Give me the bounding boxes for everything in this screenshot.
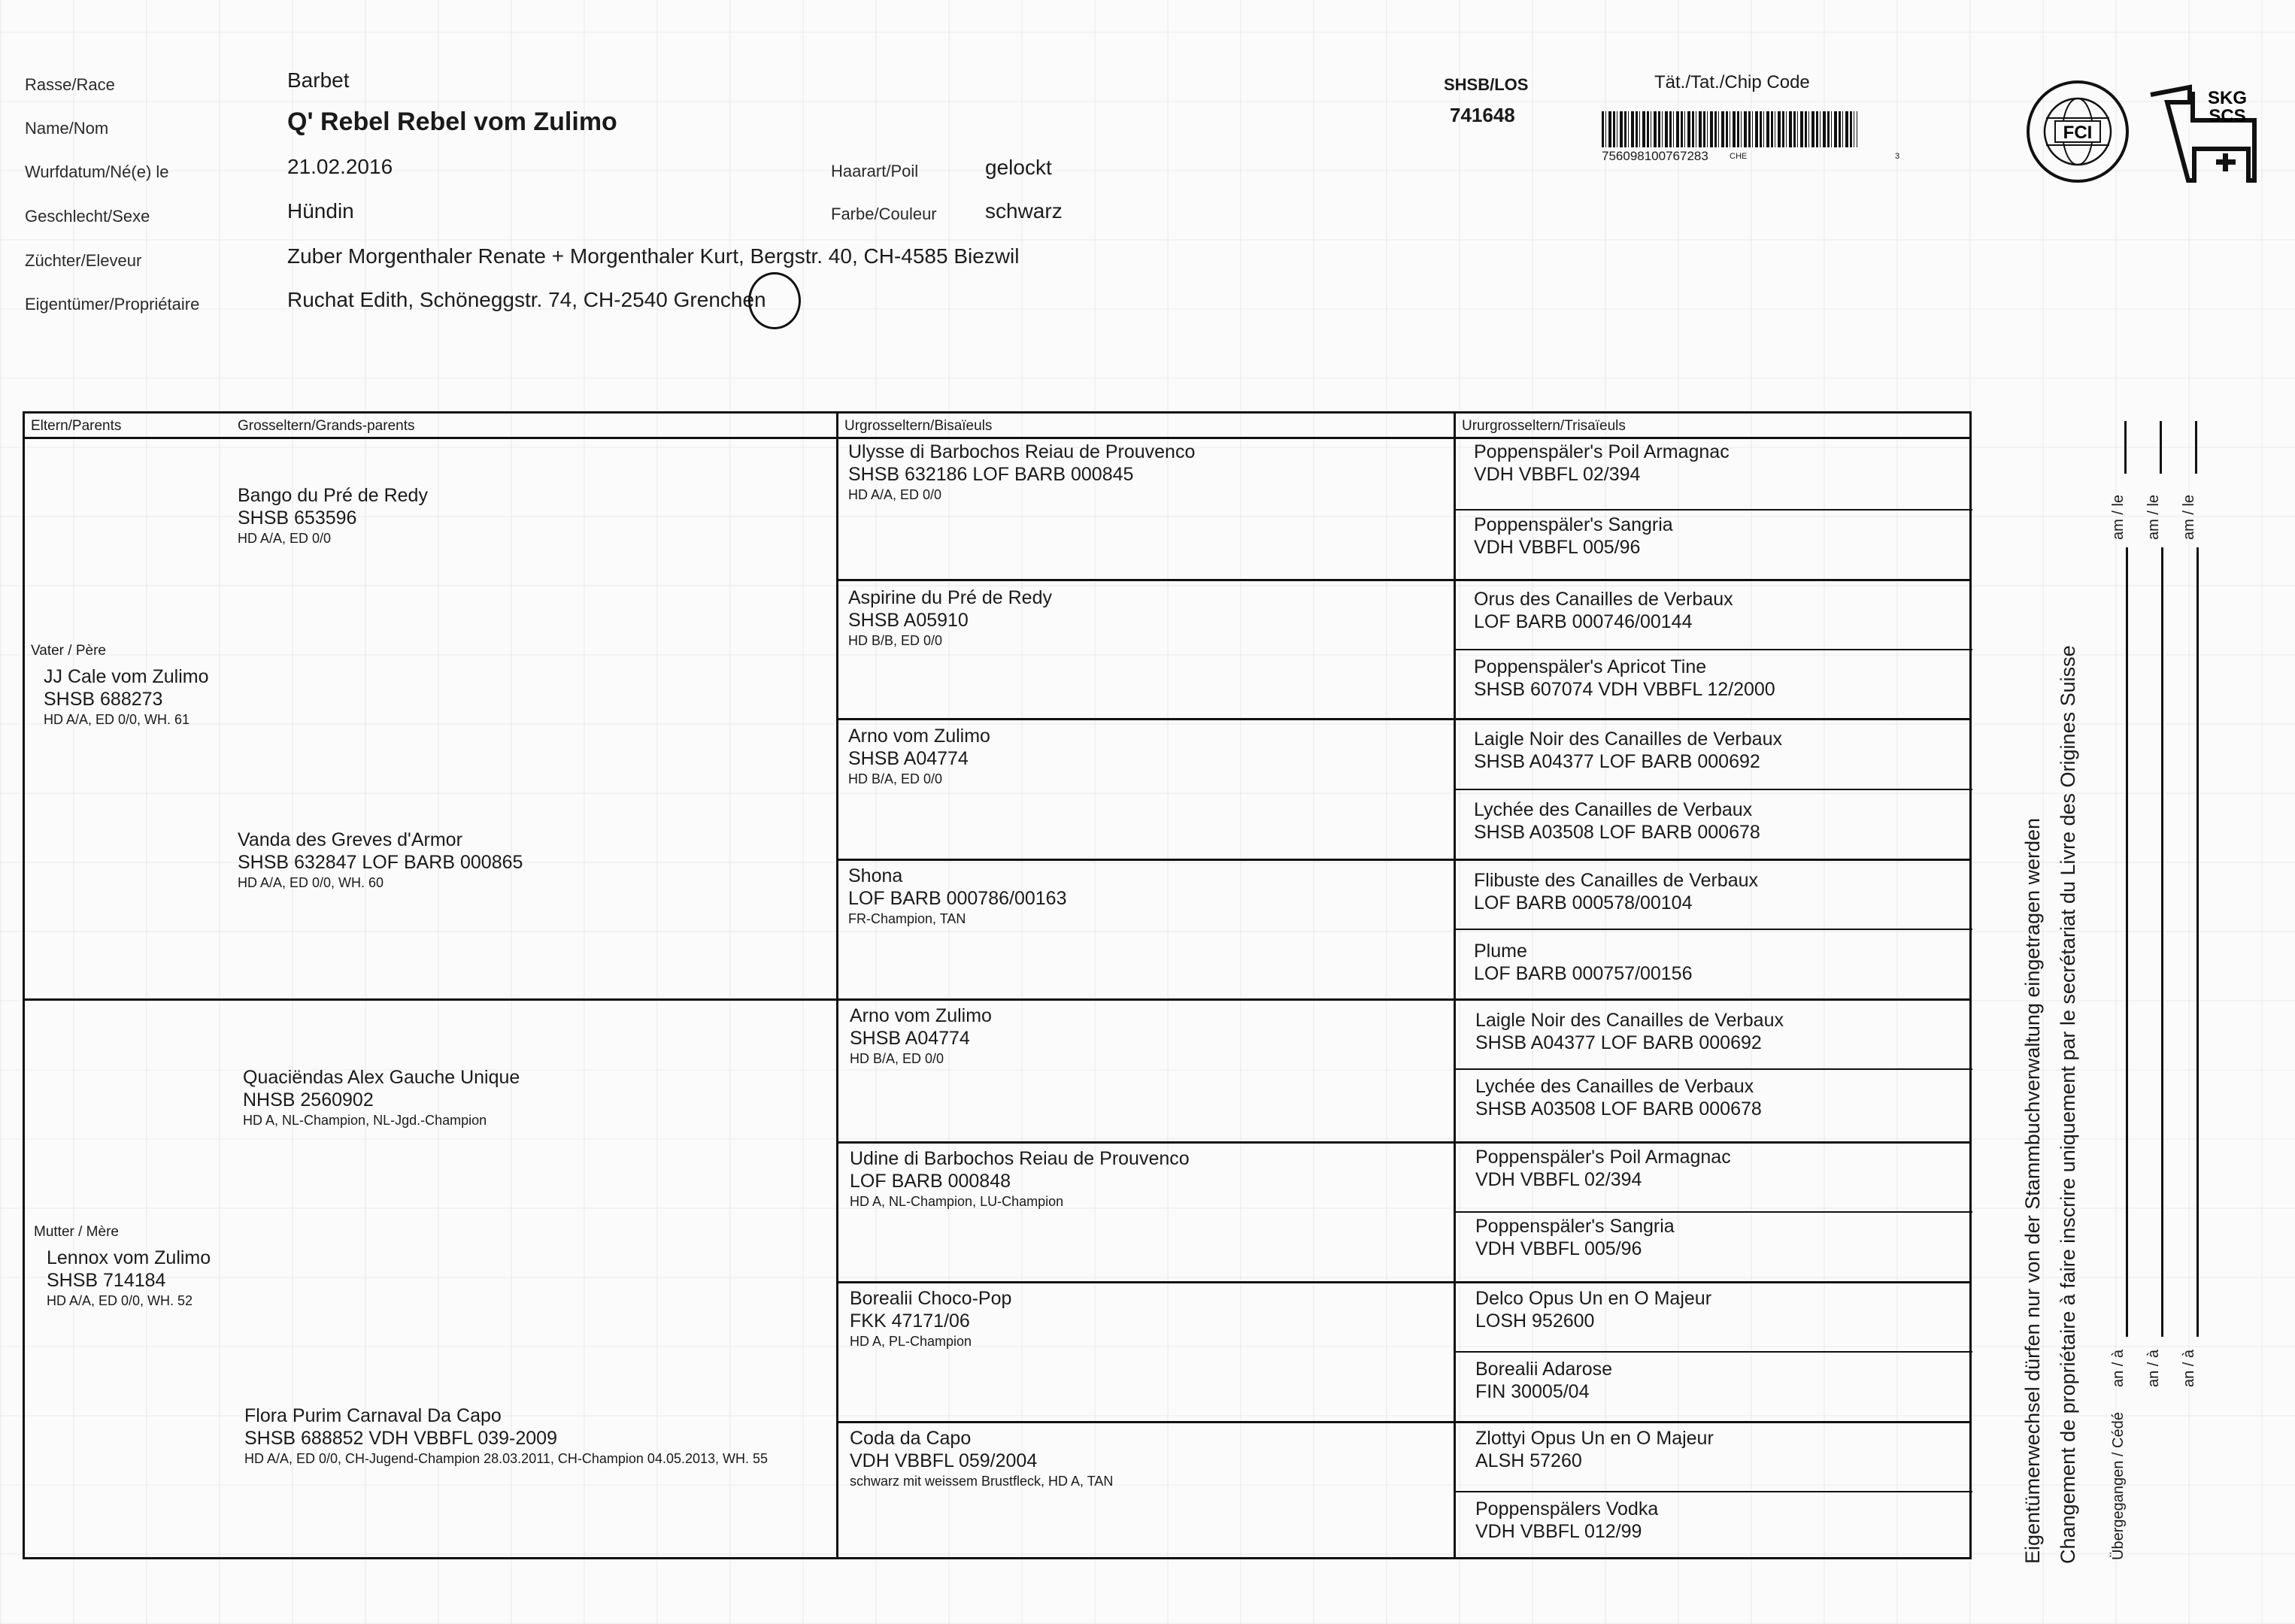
sire-name: JJ Cale vom Zulimo [44, 666, 209, 687]
shsb-stamp [748, 272, 801, 329]
ggg-reg: LOSH 952600 [1475, 1310, 1595, 1332]
barcode-count: 3 [1895, 152, 1900, 161]
registry-number: 741648 [1450, 104, 1515, 126]
ggg-name: Poppenspälers Vodka [1475, 1498, 1659, 1519]
date-line-2[interactable] [2160, 421, 2162, 474]
gg-reg: VDH VBBFL 059/2004 [850, 1450, 1038, 1471]
breed-value: Barbet [287, 68, 350, 92]
barcode-number: 756098100767283 [1602, 149, 1708, 163]
dam-cell [34, 1224, 211, 1310]
great-grandparent-cell [848, 586, 1052, 650]
ggg-cell [1475, 1075, 1762, 1120]
sire-details: HD A/A, ED 0/0, WH. 61 [44, 712, 190, 727]
ggg-name: Poppenspäler's Poil Armagnac [1475, 1147, 1731, 1168]
divider [836, 414, 838, 1557]
gg-reg: FKK 47171/06 [850, 1310, 970, 1332]
transfer-line-1[interactable] [2126, 547, 2128, 1337]
transfer-line-2[interactable] [2161, 547, 2163, 1337]
divider [836, 1421, 1972, 1423]
ownership-notice-de: Eigentümerwechsel dürfen nur von der Stammbuchverwaltung eingetragen werden [2021, 817, 2044, 1564]
ggg-cell [1474, 869, 1758, 914]
ggg-cell [1474, 940, 1692, 985]
sire-reg: SHSB 688273 [44, 689, 163, 710]
ggg-name: Poppenspäler's Sangria [1474, 514, 1673, 535]
registry-label: SHSB/LOS [1444, 75, 1529, 94]
dam-reg: SHSB 714184 [47, 1270, 166, 1291]
grandparent-details: HD A, NL-Champion, NL-Jgd.-Champion [243, 1113, 487, 1128]
ggg-cell [1474, 798, 1760, 844]
gg-name: Shona [848, 865, 903, 886]
divider [1454, 649, 1972, 650]
dam-details: HD A/A, ED 0/0, WH. 52 [47, 1293, 193, 1308]
ggg-cell [1475, 1358, 1612, 1403]
ggg-name: Poppenspäler's Sangria [1475, 1216, 1675, 1237]
header-grandparents: Grosseltern/Grands-parents [238, 418, 415, 434]
divider [1454, 1491, 1972, 1492]
dam-name: Lennox vom Zulimo [47, 1247, 211, 1268]
ggg-reg: SHSB A03508 LOF BARB 000678 [1475, 1098, 1762, 1120]
sire-cell [31, 643, 209, 729]
coat-value: gelockt [985, 156, 1052, 179]
divider [1454, 789, 1972, 790]
gg-reg: LOF BARB 000848 [850, 1171, 1011, 1192]
grandparent-name: Quaciëndas Alex Gauche Unique [243, 1067, 520, 1088]
scs-text: SCS [2209, 106, 2246, 126]
gg-name: Borealii Choco-Pop [850, 1288, 1012, 1309]
ggg-reg: LOF BARB 000757/00156 [1474, 963, 1693, 984]
ggg-cell [1475, 1498, 1658, 1543]
dog-name: Q' Rebel Rebel vom Zulimo [287, 108, 617, 136]
grandparent-cell [238, 484, 428, 547]
header-parents: Eltern/Parents [31, 418, 122, 434]
divider [836, 1141, 1972, 1144]
gg-details: HD B/A, ED 0/0 [850, 1051, 944, 1066]
header-great-grandparents: Urgrosseltern/Bisaïeuls [838, 414, 1454, 439]
grandparent-name: Flora Purim Carnaval Da Capo [244, 1405, 502, 1426]
sire-role: Vater / Père [31, 643, 106, 659]
gg-details: HD A, PL-Champion [850, 1334, 972, 1349]
ggg-cell [1474, 656, 1775, 701]
breed-label: Rasse/Race [25, 75, 115, 94]
breeder-value: Zuber Morgenthaler Renate + Morgenthaler Kurt, Bergstr. 40, CH-4585 Biezwil [287, 244, 1020, 268]
grandparent-details: HD A/A, ED 0/0, CH-Jugend-Champion 28.03.2011, CH-Champion 04.05.2013, WH. 55 [244, 1451, 769, 1466]
chip-code-label: Tät./Tat./Chip Code [1654, 72, 1810, 92]
ggg-reg: LOF BARB 000746/00144 [1474, 611, 1693, 632]
grandparent-details: HD A/A, ED 0/0, WH. 60 [238, 875, 384, 890]
ggg-cell [1474, 514, 1673, 559]
gg-details: HD B/A, ED 0/0 [848, 771, 943, 786]
gg-details: HD B/B, ED 0/0 [848, 633, 943, 648]
on-label-3: am / le [2181, 494, 2197, 540]
grandparent-reg: NHSB 2560902 [243, 1089, 374, 1110]
ggg-reg: SHSB A03508 LOF BARB 000678 [1474, 822, 1760, 843]
color-value: schwarz [985, 199, 1063, 223]
to-label-1: an / à [2110, 1349, 2127, 1387]
ownership-notice-fr: Changement de propriétaire à faire inscrire uniquement par le secrétariat du Livre des Origines Suisse [2057, 645, 2079, 1564]
great-grandparent-cell [850, 1004, 992, 1068]
ggg-reg: VDH VBBFL 012/99 [1475, 1521, 1642, 1542]
divider [1454, 1068, 1972, 1070]
divider [25, 998, 1969, 1001]
header-great-great-grandparents: Ururgrosseltern/Trisaïeuls [1456, 414, 1969, 439]
divider [1454, 1211, 1972, 1213]
divider [1454, 1351, 1972, 1353]
gg-name: Ulysse di Barbochos Reiau de Prouvenco [848, 441, 1196, 462]
divider [1454, 509, 1972, 511]
ggg-name: Delco Opus Un en O Majeur [1475, 1288, 1712, 1309]
great-grandparent-cell [848, 441, 1195, 504]
grandparent-cell [244, 1404, 823, 1468]
skg-text: SKG [2207, 88, 2248, 108]
gg-details: FR-Champion, TAN [848, 911, 966, 926]
on-label-2: am / le [2145, 494, 2162, 540]
ggg-name: Orus des Canailles de Verbaux [1474, 589, 1733, 610]
ggg-name: Laigle Noir des Canailles de Verbaux [1474, 729, 1782, 750]
ggg-reg: SHSB A04377 LOF BARB 000692 [1475, 1032, 1762, 1053]
header-parents-grandparents [25, 414, 836, 439]
ggg-cell [1475, 1215, 1675, 1260]
divider [1454, 929, 1972, 930]
ggg-cell [1475, 1146, 1731, 1191]
gg-name: Udine di Barbochos Reiau de Prouvenco [850, 1148, 1190, 1169]
ggg-cell [1475, 1427, 1714, 1472]
gg-details: schwarz mit weissem Brustfleck, HD A, TAN [850, 1474, 1114, 1489]
ggg-cell [1475, 1009, 1784, 1054]
owner-value: Ruchat Edith, Schöneggstr. 74, CH-2540 Grenchen [287, 288, 766, 311]
grandparent-name: Bango du Pré de Redy [238, 485, 428, 506]
barcode-country: CHE [1730, 152, 1748, 161]
ggg-name: Laigle Noir des Canailles de Verbaux [1475, 1010, 1784, 1031]
color-label: Farbe/Couleur [831, 205, 937, 223]
ggg-reg: FIN 30005/04 [1475, 1381, 1590, 1402]
great-grandparent-cell [850, 1287, 1011, 1350]
date-line-3[interactable] [2195, 421, 2197, 474]
great-grandparent-cell [850, 1427, 1113, 1490]
divider [836, 579, 1972, 581]
on-label-1: am / le [2110, 494, 2127, 540]
gg-name: Arno vom Zulimo [850, 1005, 992, 1026]
ggg-name: Poppenspäler's Poil Armagnac [1474, 441, 1730, 462]
birthdate-value: 21.02.2016 [287, 155, 393, 178]
to-label-3: an / à [2181, 1349, 2197, 1387]
grandparent-reg: SHSB 653596 [238, 508, 357, 529]
divider [836, 718, 1972, 720]
gg-reg: SHSB A04774 [850, 1028, 970, 1049]
ggg-reg: VDH VBBFL 02/394 [1474, 464, 1641, 485]
ggg-name: Lychée des Canailles de Verbaux [1475, 1076, 1754, 1097]
great-grandparent-cell [848, 725, 990, 788]
grandparent-details: HD A/A, ED 0/0 [238, 531, 332, 546]
ggg-name: Borealii Adarose [1475, 1359, 1613, 1380]
sex-label: Geschlecht/Sexe [25, 207, 150, 226]
grandparent-cell [243, 1066, 520, 1129]
gg-reg: LOF BARB 000786/00163 [848, 888, 1067, 909]
ggg-reg: LOF BARB 000578/00104 [1474, 892, 1693, 914]
gg-details: HD A/A, ED 0/0 [848, 487, 942, 502]
grandparent-reg: SHSB 632847 LOF BARB 000865 [238, 852, 523, 873]
birthdate-label: Wurfdatum/Né(e) le [25, 162, 169, 181]
gg-reg: SHSB A05910 [848, 610, 969, 631]
gg-reg: SHSB A04774 [848, 748, 969, 769]
ggg-reg: SHSB A04377 LOF BARB 000692 [1474, 751, 1760, 772]
grandparent-reg: SHSB 688852 VDH VBBFL 039-2009 [244, 1428, 557, 1449]
skg-logo [2143, 81, 2271, 186]
coat-label: Haarart/Poil [831, 162, 919, 180]
ggg-reg: VDH VBBFL 02/394 [1475, 1169, 1642, 1190]
owner-label: Eigentümer/Propriétaire [25, 295, 200, 314]
ggg-cell [1475, 1287, 1711, 1332]
to-label-2: an / à [2145, 1349, 2162, 1387]
ggg-name: Plume [1474, 941, 1527, 962]
great-grandparent-cell [848, 865, 1066, 928]
ggg-name: Flibuste des Canailles de Verbaux [1474, 870, 1759, 891]
dam-role: Mutter / Mère [34, 1224, 119, 1240]
gg-name: Coda da Capo [850, 1428, 972, 1449]
chip-barcode [1602, 111, 1857, 147]
transferred-label: Übergegangen / Cédé [2110, 1412, 2127, 1560]
ggg-reg: VDH VBBFL 005/96 [1474, 537, 1641, 558]
great-grandparent-cell [850, 1147, 1190, 1210]
pedigree-table [23, 411, 1972, 1559]
ggg-cell [1474, 441, 1730, 486]
transfer-line-3[interactable] [2196, 547, 2199, 1337]
ggg-reg: VDH VBBFL 005/96 [1475, 1238, 1642, 1259]
fci-logo [2025, 79, 2130, 184]
fci-logo-text: FCI [2063, 123, 2093, 143]
sex-value: Hündin [287, 199, 354, 223]
divider [836, 1281, 1972, 1283]
grandparent-cell [238, 829, 523, 892]
ggg-name: Poppenspäler's Apricot Tine [1474, 656, 1707, 677]
ggg-reg: ALSH 57260 [1475, 1450, 1582, 1471]
ggg-cell [1474, 728, 1782, 773]
ggg-cell [1474, 588, 1733, 633]
divider [836, 859, 1972, 861]
name-label: Name/Nom [25, 119, 109, 138]
date-line-1[interactable] [2124, 421, 2127, 474]
gg-reg: SHSB 632186 LOF BARB 000845 [848, 464, 1134, 485]
breeder-label: Züchter/Eleveur [25, 251, 142, 270]
gg-details: HD A, NL-Champion, LU-Champion [850, 1194, 1064, 1209]
gg-name: Arno vom Zulimo [848, 726, 990, 747]
gg-name: Aspirine du Pré de Redy [848, 587, 1052, 608]
ggg-name: Lychée des Canailles de Verbaux [1474, 799, 1753, 820]
divider [1454, 414, 1456, 1557]
ggg-reg: SHSB 607074 VDH VBBFL 12/2000 [1474, 679, 1775, 700]
ggg-name: Zlottyi Opus Un en O Majeur [1475, 1428, 1714, 1449]
grandparent-name: Vanda des Greves d'Armor [238, 829, 462, 850]
